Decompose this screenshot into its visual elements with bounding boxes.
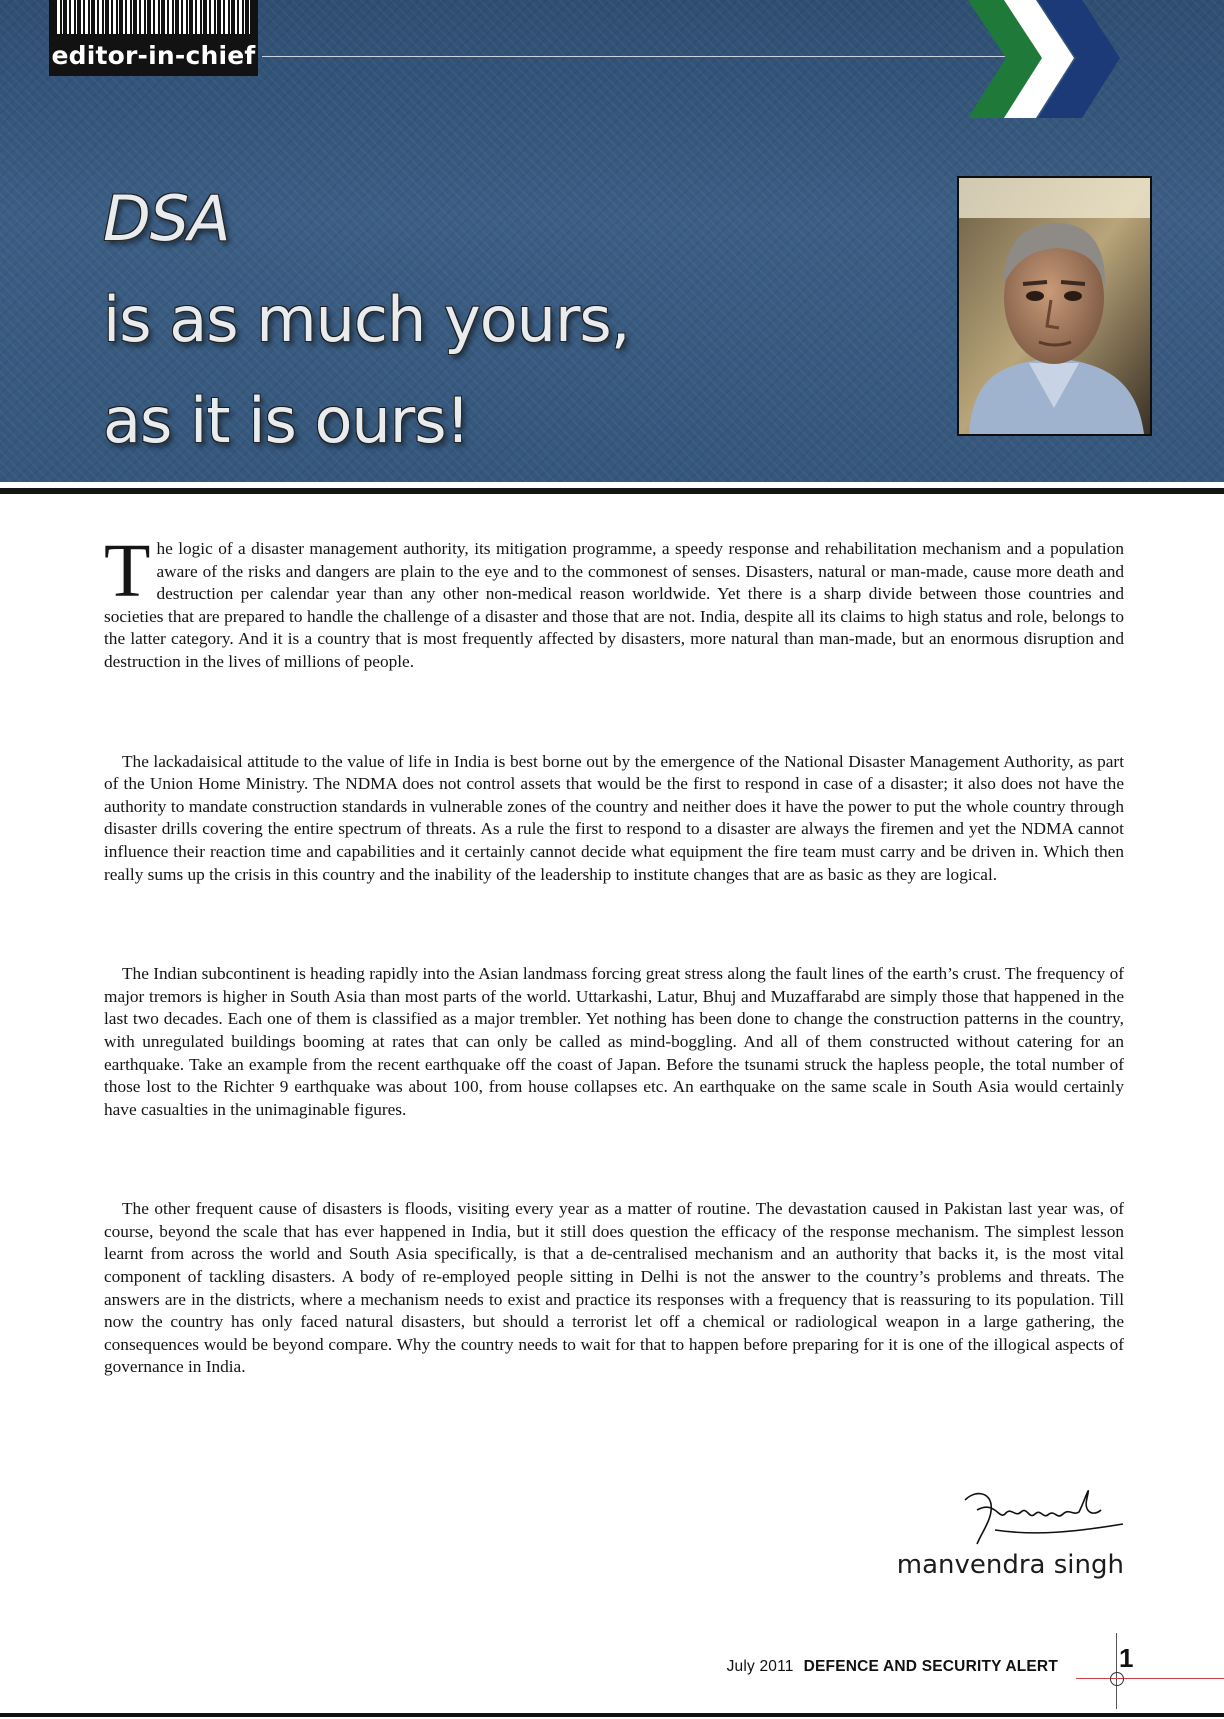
editorial-article [104,529,1124,1456]
header-rule [262,56,1032,57]
paragraph-1-text: he logic of a disaster management authority, its mitigation programme, a speedy response and rehabilitation mechanism and a population aware of the risks and dangers are plain to the eye and to the commonest of senses. Disasters, natural or man-made, cause more death and destruction per calendar year than any other non-medical reason worldwide. Yet there is a sharp divide between those countries and societies that are prepared to handle the challenge of a disaster and those that are not. India, despite all its claims to high status and role, belongs to the latter category. And it is a country that is most frequently affected by disasters, more natural than man-made, but an enormous disruption and destruction in the lives of millions of people. [104,539,1124,671]
author-name: manvendra singh [896,1550,1124,1580]
headline [103,168,723,471]
page-number: 1 [1119,1643,1134,1673]
header-divider [0,488,1224,494]
header-banner [0,0,1224,482]
editor-portrait-icon [957,176,1152,436]
registration-mark-icon [1110,1672,1124,1686]
publication-name: DEFENCE AND SECURITY ALERT [803,1658,1058,1675]
footer-credit [640,1658,1058,1676]
paragraph-3: The Indian subcontinent is heading rapidly into the Asian landmass forcing great stress along the fault lines of the earth’s crust. The frequency of major tremors is higher in South Asia than most parts of the world. Uttarkashi, Latur, Bhuj and Muzaffarabd are simply those that happened in the last two decades. Each one of them is classified as a major trembler. Yet nothing has been done to change the construction patterns in the country, with unregulated buildings booming at rates that can only be called as mind-boggling. And all of them constructed without catering for an earthquake. Take an example from the recent earthquake off the coast of Japan. Before the tsunami struck the hapless people, the total number of those lost to the Richter 9 earthquake was about 100, from house collapses etc. An earthquake on the same scale in South Asia would certainly have casualties in the unimaginable figures. [104,964,1124,1119]
section-tag-label: editor-in-chief [51,41,256,70]
headline-line-3: as it is ours! [103,384,470,457]
headline-line-1: DSA [103,182,230,255]
paragraph-1 [104,529,1124,674]
handwritten-signature-icon [955,1470,1125,1562]
paragraph-4: The other frequent cause of disasters is floods, visiting every year as a matter of routine. The devastation caused in Pakistan last year was, of course, beyond the scale that has ever happened in India, but it still does question the efficacy of the response mechanism. The simplest lesson learnt from across the world and South Asia specifically, is that a de-centralised mechanism and an authority that backs it, is the most vital component of tackling disasters. A body of re-employed people sitting in Delhi is not the answer to the country’s problems and threats. The answers are in the districts, where a mechanism needs to exist and practice its responses with a frequency that is reassuring to its population. Till now the country has only faced natural disasters, but should a terrorist let off a chemical or radiological weapon in a large gathering, the consequences would be beyond compare. Why the country needs to wait for that to happen before preparing for it is one of the illogical aspects of governance in India. [104,1199,1124,1377]
crop-mark-horizontal [1076,1678,1224,1679]
chevron-arrows-icon [968,0,1128,118]
barcode-icon [49,0,258,40]
paragraph-2: The lackadaisical attitude to the value of life in India is best borne out by the emergence of the National Disaster Management Authority, as part of the Union Home Ministry. The NDMA does not control assets that would be the first to respond in case of a disaster; it also does not have the authority to mandate construction standards in vulnerable zones of the country and neither does it have the power to put the whole country through disaster drills covering the entire spectrum of threats. As a rule the first to respond to a disaster are always the firemen and yet the NDMA cannot influence their reaction time and capabilities and it certainly cannot decide what equipment the fire team must carry and be driven in. Which then really sums up the crisis in this country and the inability of the leadership to institute changes that are as basic as they are logical. [104,751,1124,884]
section-tag [49,36,258,76]
drop-cap: T [104,529,151,613]
headline-line-2: is as much yours, [103,283,630,356]
footer-rule [0,1713,1224,1717]
issue-date: July 2011 [726,1658,794,1675]
crop-mark-vertical [1116,1633,1117,1709]
